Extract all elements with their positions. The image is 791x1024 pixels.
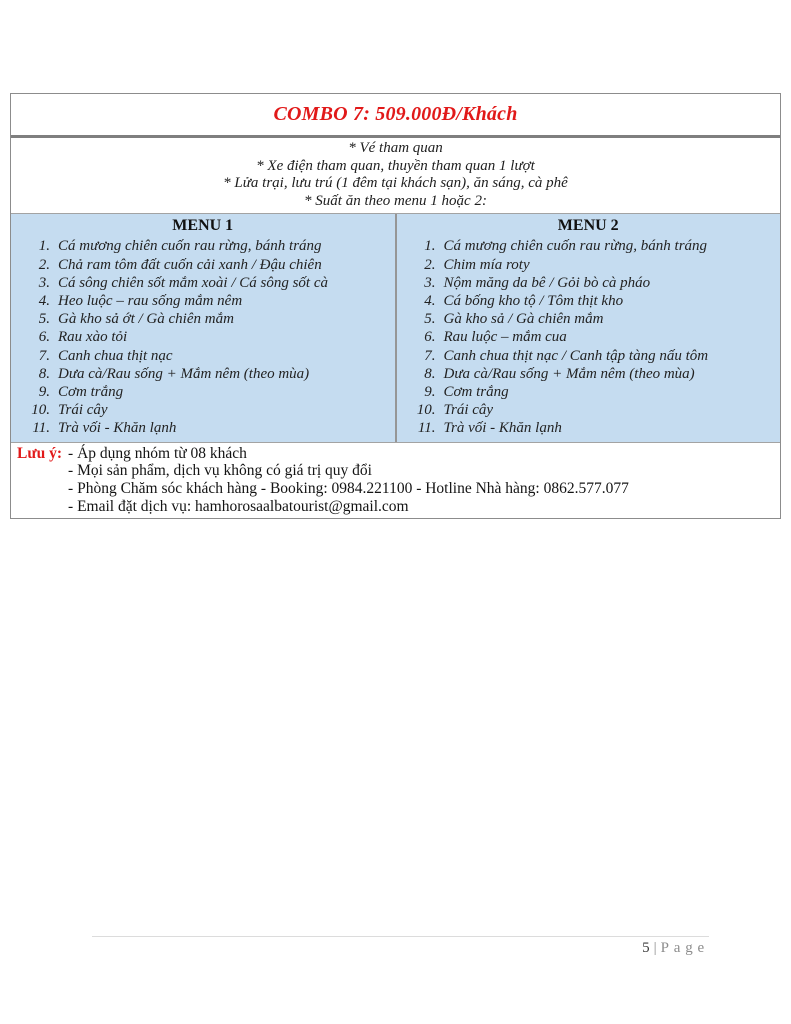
item-text: Cá mương chiên cuốn rau rừng, bánh tráng bbox=[443, 238, 708, 255]
include-line: * Vé tham quan bbox=[348, 140, 443, 156]
item-text: Cơm trắng bbox=[443, 384, 509, 400]
include-line: * Xe điện tham quan, thuyền tham quan 1 lượt bbox=[256, 157, 535, 174]
note-line: - Áp dụng nhóm từ 08 khách bbox=[68, 444, 247, 462]
menu-item bbox=[397, 310, 781, 328]
combo-includes bbox=[11, 138, 780, 213]
menu-item bbox=[397, 347, 781, 365]
menu-item bbox=[11, 365, 395, 383]
menu-item bbox=[11, 328, 395, 346]
notes-label: Lưu ý: bbox=[17, 444, 63, 462]
note-line: - Phòng Chăm sóc khách hàng - Booking: 0984.221100 - Hotline Nhà hàng: 0862.577.077 bbox=[68, 480, 629, 498]
item-number: 6. bbox=[424, 329, 436, 346]
combo-title: COMBO 7: 509.000Đ/Khách bbox=[273, 103, 518, 125]
item-number: 7. bbox=[424, 347, 436, 364]
menu-item bbox=[11, 419, 395, 437]
item-text: Trà vối - Khăn lạnh bbox=[58, 420, 177, 437]
item-number: 3. bbox=[424, 274, 436, 291]
item-text: Chim mía roty bbox=[443, 256, 530, 273]
note-line: - Email đặt dịch vụ: hamhorosaalbatourist@gmail.com bbox=[68, 497, 409, 515]
item-text: Heo luộc – rau sống mắm nêm bbox=[58, 292, 243, 309]
item-number: 4. bbox=[38, 292, 50, 309]
include-line: * Suất ăn theo menu 1 hoặc 2: bbox=[304, 192, 487, 209]
menu-item bbox=[11, 401, 395, 419]
item-number: 3. bbox=[38, 274, 50, 291]
item-number: 8. bbox=[424, 365, 436, 382]
item-text: Rau luộc – mắm cua bbox=[443, 329, 567, 346]
menu-item bbox=[397, 292, 781, 310]
combo-title-row bbox=[11, 94, 780, 138]
menu-item bbox=[397, 383, 781, 401]
menus-row bbox=[11, 213, 780, 441]
item-number: 11. bbox=[417, 420, 436, 437]
item-text: Trái cây bbox=[443, 402, 494, 419]
item-text: Rau xào tỏi bbox=[58, 329, 128, 346]
menu-item bbox=[11, 310, 395, 328]
item-text: Dưa cà/Rau sống + Mắm nêm (theo mùa) bbox=[58, 365, 310, 382]
item-number: 6. bbox=[38, 329, 50, 346]
item-number: 11. bbox=[32, 420, 50, 437]
page-footer bbox=[92, 936, 709, 957]
menu-item bbox=[397, 401, 781, 419]
menu-1-list bbox=[11, 237, 395, 437]
menu-column-1 bbox=[11, 214, 395, 441]
item-text: Cá mương chiên cuốn rau rừng, bánh tráng bbox=[58, 238, 322, 255]
item-number: 10. bbox=[31, 402, 50, 419]
menu-item bbox=[11, 237, 395, 255]
item-text: Canh chua thịt nạc / Canh tập tàng nấu tôm bbox=[443, 347, 709, 364]
item-number: 1. bbox=[38, 238, 50, 255]
menu-item bbox=[11, 274, 395, 292]
item-number: 9. bbox=[38, 384, 50, 400]
menu-item bbox=[397, 328, 781, 346]
notes-row bbox=[11, 442, 780, 519]
item-number: 7. bbox=[38, 347, 50, 364]
menu-item bbox=[397, 365, 781, 383]
menu-item bbox=[397, 256, 781, 274]
item-text: Dưa cà/Rau sống + Mắm nêm (theo mùa) bbox=[443, 365, 695, 382]
item-text: Cơm trắng bbox=[58, 384, 124, 400]
item-text: Cá bống kho tộ / Tôm thịt kho bbox=[443, 292, 624, 309]
note-lines bbox=[62, 445, 780, 516]
menu-column-2 bbox=[395, 214, 781, 441]
page-label: Page bbox=[660, 940, 709, 956]
menu-1-title: MENU 1 bbox=[172, 217, 234, 235]
page-number: 5 bbox=[642, 940, 650, 956]
menu-item bbox=[397, 274, 781, 292]
footer-separator: | bbox=[653, 940, 657, 956]
menu-item bbox=[11, 347, 395, 365]
item-number: 10. bbox=[416, 402, 436, 419]
item-text: Gà kho sả ớt / Gà chiên mắm bbox=[58, 311, 234, 328]
item-number: 8. bbox=[38, 365, 50, 382]
include-line: * Lửa trại, lưu trú (1 đêm tại khách sạn), ăn sáng, cà phê bbox=[223, 175, 568, 192]
item-number: 9. bbox=[424, 384, 436, 400]
item-number: 2. bbox=[38, 256, 50, 273]
menu-item bbox=[11, 256, 395, 274]
item-text: Cá sông chiên sốt mắm xoài / Cá sông sốt cà bbox=[58, 274, 328, 291]
item-text: Gà kho sả / Gà chiên mắm bbox=[443, 311, 604, 328]
item-number: 5. bbox=[38, 311, 50, 328]
menu-item bbox=[11, 383, 395, 401]
menu-2-list bbox=[397, 237, 781, 437]
menu-item bbox=[397, 419, 781, 437]
menu-2-title: MENU 2 bbox=[557, 217, 619, 235]
item-text: Trà vối - Khăn lạnh bbox=[443, 420, 562, 437]
item-number: 1. bbox=[424, 238, 436, 255]
item-text: Trái cây bbox=[58, 402, 108, 419]
menu-item bbox=[397, 237, 781, 255]
item-number: 2. bbox=[424, 256, 436, 273]
menu-item bbox=[11, 292, 395, 310]
note-line: - Mọi sản phẩm, dịch vụ không có giá trị quy đổi bbox=[68, 462, 372, 480]
item-text: Chả ram tôm đất cuốn cải xanh / Đậu chiên bbox=[58, 256, 322, 273]
item-text: Canh chua thịt nạc bbox=[58, 347, 173, 364]
combo-table bbox=[10, 93, 781, 519]
item-number: 5. bbox=[424, 311, 436, 328]
item-number: 4. bbox=[424, 292, 436, 309]
item-text: Nộm măng da bê / Gỏi bò cà pháo bbox=[443, 274, 651, 291]
